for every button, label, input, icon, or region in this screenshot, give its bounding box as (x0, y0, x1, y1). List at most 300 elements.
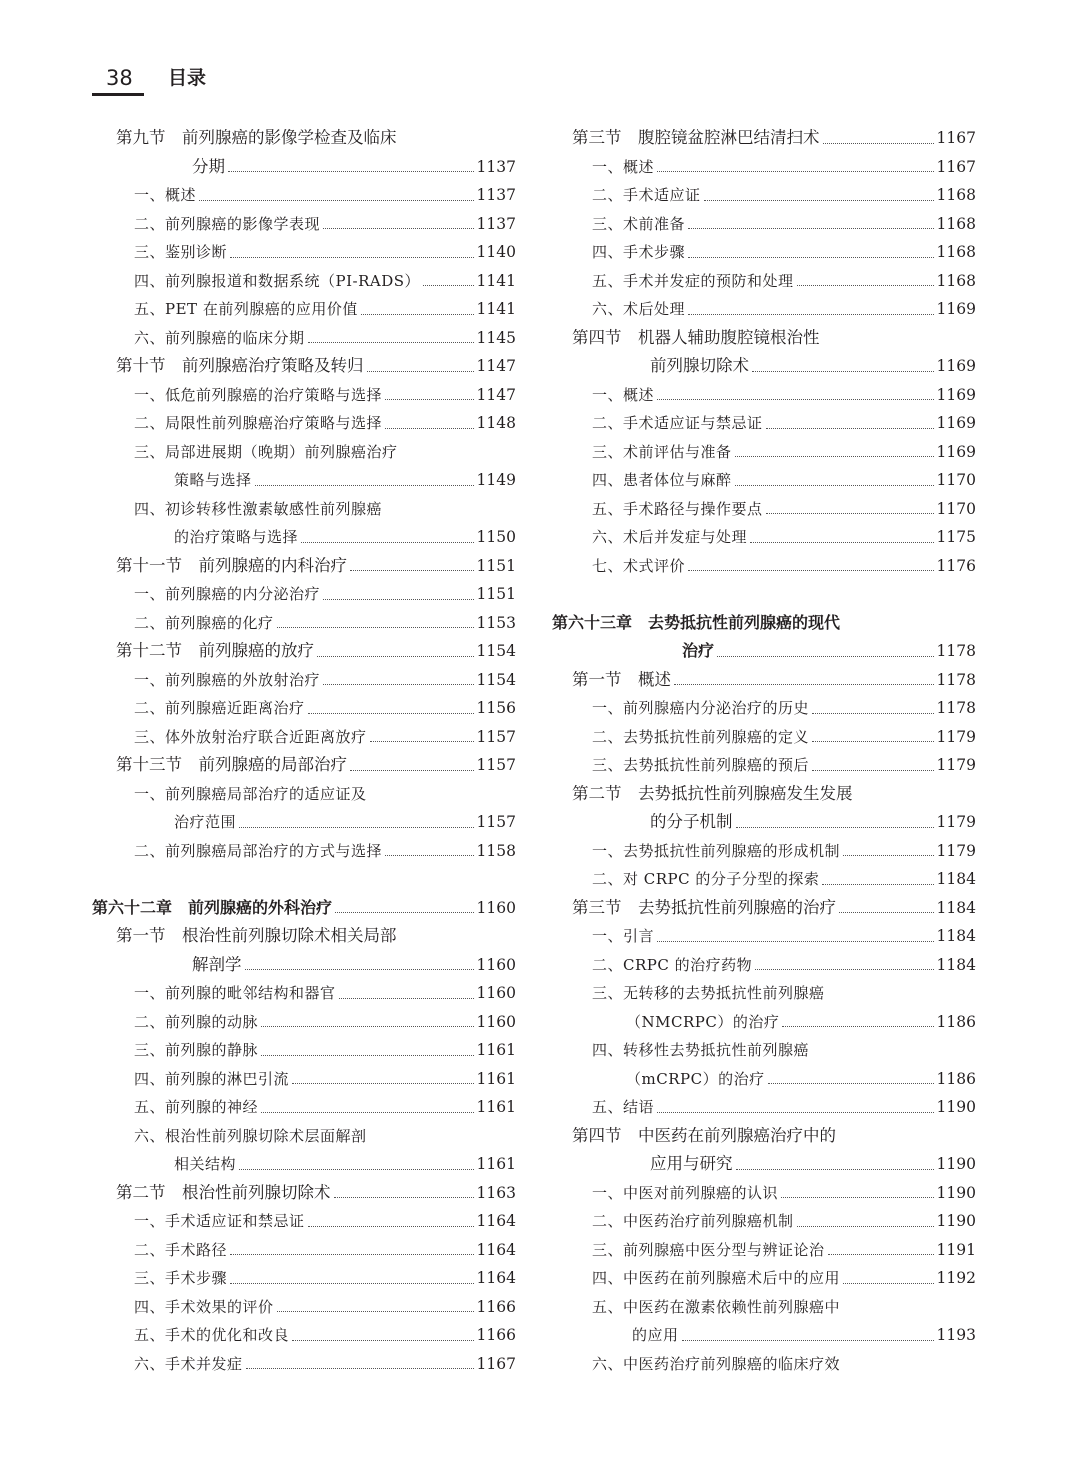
toc-entry-title: 二、中医药治疗前列腺癌机制 (592, 1212, 794, 1230)
toc-entry-title: 应用与研究 (650, 1154, 733, 1173)
toc-leader-dots (199, 200, 474, 201)
toc-item-row (92, 979, 516, 1008)
toc-entry-title: 第一节 根治性前列腺切除术相关局部 (116, 926, 397, 945)
toc-entry-title: 三、体外放射治疗联合近距离放疗 (134, 727, 367, 746)
toc-page-number: 1192 (936, 1269, 976, 1287)
toc-entry-title: 二、手术路径 (134, 1240, 228, 1259)
toc-item-row (552, 466, 976, 495)
toc-entry-title: 一、中医对前列腺癌的认识 (592, 1183, 779, 1202)
toc-page-number: 1190 (936, 1098, 976, 1116)
toc-entry-title: 一、前列腺癌的外放射治疗 (134, 670, 321, 689)
toc-item-row (92, 1207, 516, 1236)
toc-entry-title: 一、引言 (592, 927, 655, 945)
toc-leader-dots (657, 399, 934, 400)
toc-item-row (92, 1122, 516, 1151)
toc-page-number: 1141 (476, 300, 516, 318)
toc-entry-title: 一、去势抵抗性前列腺癌的形成机制 (592, 841, 841, 860)
toc-leader-dots (843, 1283, 934, 1284)
toc-entry-title: 第四节 机器人辅助腹腔镜根治性 (572, 327, 820, 347)
toc-entry-title: 二、局限性前列腺癌治疗策略与选择 (134, 414, 383, 432)
toc-item-row (552, 1293, 976, 1322)
toc-item-row (92, 723, 516, 752)
toc-chapter-row (92, 894, 516, 923)
toc-leader-dots (230, 257, 474, 258)
toc-page-number: 1140 (476, 243, 516, 261)
toc-entry-title: 二、去势抵抗性前列腺癌的定义 (592, 727, 810, 746)
toc-item-row (552, 1207, 976, 1236)
toc-leader-dots (261, 1055, 474, 1056)
toc-entry-title: 五、手术并发症的预防和处理 (592, 271, 794, 290)
toc-section-row (92, 1179, 516, 1208)
toc-leader-dots (230, 1283, 474, 1284)
toc-leader-dots (688, 257, 934, 258)
toc-item-row (552, 495, 976, 524)
toc-page-number: 1186 (936, 1012, 976, 1031)
toc-page-number: 1147 (476, 357, 516, 375)
toc-entry-title: 二、前列腺癌的影像学表现 (134, 214, 321, 233)
toc-entry-title: 第二节 去势抵抗性前列腺癌发生发展 (572, 783, 853, 803)
running-title: 目录 (168, 67, 207, 89)
toc-item-row (552, 210, 976, 239)
toc-page-number: 1160 (476, 1012, 516, 1031)
toc-right-column (552, 124, 976, 1378)
toc-leader-dots (812, 741, 934, 742)
toc-page-number: 1178 (936, 670, 976, 689)
toc-leader-dots (308, 342, 474, 343)
toc-item-row (552, 523, 976, 552)
toc-page-number: 1154 (476, 642, 516, 660)
toc-entry-title: （NMCRPC）的治疗 (626, 1012, 780, 1031)
chapter-spacer (552, 580, 976, 609)
toc-entry-title: （mCRPC）的治疗 (626, 1069, 765, 1088)
chapter-spacer (92, 865, 516, 894)
toc-item-row (552, 267, 976, 296)
toc-item-row (552, 1236, 976, 1265)
toc-leader-dots (766, 428, 934, 429)
toc-entry-title: 二、前列腺癌的化疗 (134, 613, 274, 632)
toc-entry-title: 第十一节 前列腺癌的内科治疗 (116, 555, 347, 575)
toc-entry-title: 二、前列腺的动脉 (134, 1012, 259, 1031)
toc-section-row (552, 780, 976, 809)
toc-entry-title: 三、手术步骤 (134, 1269, 228, 1287)
toc-page-number: 1178 (936, 699, 976, 717)
toc-item-row (552, 1065, 976, 1094)
toc-entry-title: 前列腺切除术 (650, 356, 749, 375)
toc-page-number: 1184 (936, 898, 976, 917)
toc-leader-dots (230, 1254, 474, 1255)
toc-entry-title: 第六十三章 去势抵抗性前列腺癌的现代 (552, 612, 841, 632)
toc-page-number: 1167 (476, 1354, 516, 1373)
toc-leader-dots (228, 171, 474, 172)
toc-leader-dots (682, 1340, 934, 1341)
toc-item-row (552, 922, 976, 951)
toc-page-number: 1137 (476, 214, 516, 233)
toc-page-number: 1168 (936, 214, 976, 233)
toc-page-number: 1153 (476, 613, 516, 632)
toc-entry-title: 一、前列腺癌局部治疗的适应证及 (134, 784, 367, 803)
toc-section-row (92, 922, 516, 951)
toc-entry-title: 一、前列腺癌内分泌治疗的历史 (592, 699, 810, 717)
toc-entry-title: 治疗范围 (174, 813, 237, 831)
toc-entry-title: 三、术前准备 (592, 214, 686, 233)
toc-item-row (92, 666, 516, 695)
toc-item-row (552, 951, 976, 980)
toc-leader-dots (688, 314, 934, 315)
toc-page-number: 1179 (936, 756, 976, 774)
toc-item-row (92, 267, 516, 296)
toc-leader-dots (385, 399, 474, 400)
toc-entry-title: 五、手术路径与操作要点 (592, 499, 763, 518)
toc-leader-dots (339, 998, 474, 999)
toc-entry-title: 七、术式评价 (592, 556, 686, 575)
toc-entry-title: 二、手术适应证与禁忌证 (592, 414, 763, 432)
toc-section-row (92, 751, 516, 780)
toc-leader-dots (797, 285, 934, 286)
toc-item-row (552, 1036, 976, 1065)
toc-entry-title: 五、前列腺的神经 (134, 1098, 259, 1116)
toc-section-row (552, 1150, 976, 1179)
toc-page-number: 1151 (476, 585, 516, 603)
toc-page-number: 1160 (476, 898, 516, 917)
toc-leader-dots (239, 827, 474, 828)
toc-page-number: 1169 (936, 442, 976, 461)
toc-page-number: 1160 (476, 955, 516, 974)
toc-leader-dots (323, 228, 474, 229)
toc-item-row (92, 837, 516, 866)
toc-entry-title: 三、鉴别诊断 (134, 243, 228, 261)
toc-entry-title: 五、结语 (592, 1098, 655, 1116)
toc-leader-dots (367, 371, 474, 372)
toc-page-number: 1161 (476, 1041, 516, 1059)
toc-entry-title: 二、前列腺癌局部治疗的方式与选择 (134, 841, 383, 860)
toc-entry-title: 第六十二章 前列腺癌的外科治疗 (92, 897, 333, 917)
toc-entry-title: 三、前列腺的静脉 (134, 1041, 259, 1059)
toc-leader-dots (292, 1083, 474, 1084)
toc-item-row (552, 1264, 976, 1293)
toc-item-row (552, 438, 976, 467)
toc-leader-dots (261, 1112, 474, 1113)
toc-leader-dots (782, 1026, 934, 1027)
toc-page-number: 1137 (476, 186, 516, 204)
toc-page-number: 1169 (936, 385, 976, 404)
toc-item-row (552, 751, 976, 780)
toc-leader-dots (657, 941, 934, 942)
toc-entry-title: 五、手术的优化和改良 (134, 1326, 290, 1344)
toc-item-row (92, 1036, 516, 1065)
toc-page-number: 1158 (476, 841, 516, 860)
toc-item-row (552, 1093, 976, 1122)
toc-leader-dots (301, 542, 474, 543)
toc-leader-dots (657, 171, 934, 172)
toc-leader-dots (350, 770, 474, 771)
toc-entry-title: 二、CRPC 的治疗药物 (592, 955, 753, 974)
toc-page-number: 1141 (476, 271, 516, 290)
toc-page-number: 1157 (476, 727, 516, 746)
toc-entry-title: 相关结构 (174, 1155, 237, 1173)
toc-page-number: 1176 (936, 556, 976, 575)
toc-page-number: 1190 (936, 1183, 976, 1202)
toc-item-row (92, 466, 516, 495)
toc-page-number: 1184 (936, 870, 976, 888)
toc-page-number: 1164 (476, 1212, 516, 1230)
toc-leader-dots (308, 1226, 474, 1227)
toc-left-column (92, 124, 516, 1378)
toc-leader-dots (828, 1254, 934, 1255)
toc-page-number: 1168 (936, 243, 976, 261)
toc-entry-title: 一、手术适应证和禁忌证 (134, 1212, 305, 1230)
toc-leader-dots (245, 969, 474, 970)
toc-leader-dots (292, 1340, 474, 1341)
toc-entry-title: 的应用 (632, 1326, 679, 1344)
toc-leader-dots (323, 684, 474, 685)
toc-page-number: 1166 (476, 1297, 516, 1316)
toc-chapter-row (552, 609, 976, 638)
toc-entry-title: 第一节 概述 (572, 669, 671, 689)
toc-page-number: 1164 (476, 1240, 516, 1259)
toc-page-number: 1191 (936, 1240, 976, 1259)
toc-entry-title: 三、局部进展期（晚期）前列腺癌治疗 (134, 442, 398, 461)
toc-entry-title: 第二节 根治性前列腺切除术 (116, 1182, 331, 1202)
toc-entry-title: 第四节 中医药在前列腺癌治疗中的 (572, 1125, 836, 1145)
toc-page-number: 1147 (476, 385, 516, 404)
toc-leader-dots (688, 228, 934, 229)
toc-entry-title: 一、低危前列腺癌的治疗策略与选择 (134, 385, 383, 404)
toc-page-number: 1169 (936, 300, 976, 318)
toc-page-number: 1184 (936, 927, 976, 945)
toc-section-row (92, 352, 516, 381)
toc-item-row (552, 238, 976, 267)
toc-item-row (92, 523, 516, 552)
toc-item-row (552, 1321, 976, 1350)
toc-leader-dots (657, 1112, 934, 1113)
toc-entry-title: 三、术前评估与准备 (592, 442, 732, 461)
toc-item-row (92, 1065, 516, 1094)
toc-page-number: 1184 (936, 955, 976, 974)
toc-leader-dots (261, 1026, 474, 1027)
toc-page-number: 1175 (936, 528, 976, 546)
toc-item-row (92, 1093, 516, 1122)
toc-leader-dots (822, 884, 934, 885)
toc-entry-title: 解剖学 (192, 954, 242, 974)
toc-page-number: 1178 (936, 642, 976, 660)
toc-item-row (92, 1008, 516, 1037)
toc-entry-title: 六、术后处理 (592, 300, 686, 318)
page-number: 38 (106, 66, 133, 90)
toc-entry-title: 一、前列腺的毗邻结构和器官 (134, 984, 336, 1002)
toc-entry-title: 一、概述 (592, 157, 655, 176)
toc-leader-dots (839, 912, 934, 913)
toc-item-row (552, 723, 976, 752)
toc-leader-dots (797, 1226, 934, 1227)
toc-item-row (552, 1008, 976, 1037)
toc-page-number: 1169 (936, 357, 976, 375)
toc-leader-dots (736, 1169, 934, 1170)
toc-item-row (92, 1264, 516, 1293)
toc-page-number: 1157 (476, 813, 516, 831)
toc-page-number: 1186 (936, 1069, 976, 1088)
toc-page-number: 1149 (476, 471, 516, 489)
toc-page-number: 1168 (936, 186, 976, 204)
toc-item-row (92, 1293, 516, 1322)
toc-entry-title: 六、根治性前列腺切除术层面解剖 (134, 1126, 367, 1145)
toc-leader-dots (385, 428, 474, 429)
toc-page-number: 1151 (476, 556, 516, 575)
toc-leader-dots (323, 599, 474, 600)
toc-leader-dots (308, 713, 474, 714)
toc-entry-title: 五、中医药在激素依赖性前列腺癌中 (592, 1297, 841, 1316)
toc-page-number: 1179 (936, 813, 976, 831)
toc-entry-title: 二、对 CRPC 的分子分型的探索 (592, 870, 820, 888)
toc-leader-dots (277, 627, 474, 628)
toc-chapter-row (552, 637, 976, 666)
toc-item-row (92, 1150, 516, 1179)
toc-section-row (552, 808, 976, 837)
toc-section-row (92, 552, 516, 581)
toc-entry-title: 六、手术并发症 (134, 1354, 243, 1373)
toc-entry-title: 六、术后并发症与处理 (592, 528, 748, 546)
toc-entry-title: 五、PET 在前列腺癌的应用价值 (134, 300, 358, 318)
toc-section-row (92, 637, 516, 666)
toc-item-row (92, 381, 516, 410)
toc-leader-dots (350, 570, 474, 571)
toc-item-row (92, 808, 516, 837)
toc-section-row (92, 124, 516, 153)
toc-item-row (92, 1321, 516, 1350)
toc-leader-dots (735, 485, 934, 486)
toc-section-row (552, 124, 976, 153)
toc-page-number: 1163 (476, 1183, 516, 1202)
toc-item-row (552, 409, 976, 438)
toc-leader-dots (688, 570, 934, 571)
toc-section-row (552, 324, 976, 353)
toc-page-number: 1148 (476, 414, 516, 432)
toc-item-row (552, 381, 976, 410)
toc-entry-title: 四、前列腺报道和数据系统（PI-RADS） (134, 271, 421, 290)
toc-page-number: 1160 (476, 984, 516, 1002)
toc-page-number: 1167 (936, 157, 976, 176)
toc-page-number: 1166 (476, 1326, 516, 1344)
toc-entry-title: 六、中医药治疗前列腺癌的临床疗效 (592, 1354, 841, 1373)
toc-section-row (552, 352, 976, 381)
toc-item-row (92, 1350, 516, 1379)
toc-item-row (92, 238, 516, 267)
page-header (92, 62, 592, 102)
toc-item-row (552, 1179, 976, 1208)
toc-entry-title: 三、前列腺癌中医分型与辨证论治 (592, 1240, 825, 1259)
toc-leader-dots (752, 371, 934, 372)
toc-item-row (92, 324, 516, 353)
toc-page-number: 1179 (936, 841, 976, 860)
toc-page-number: 1157 (476, 756, 516, 774)
toc-leader-dots (768, 1083, 934, 1084)
toc-item-row (92, 694, 516, 723)
toc-page-number: 1154 (476, 670, 516, 689)
toc-page-number: 1168 (936, 271, 976, 290)
toc-leader-dots (755, 969, 934, 970)
toc-item-row (92, 409, 516, 438)
toc-entry-title: 的治疗策略与选择 (174, 528, 299, 546)
toc-entry-title: 四、前列腺的淋巴引流 (134, 1069, 290, 1088)
toc-entry-title: 四、手术效果的评价 (134, 1297, 274, 1316)
toc-item-row (552, 552, 976, 581)
toc-page-number: 1170 (936, 499, 976, 518)
toc-item-row (552, 865, 976, 894)
toc-entry-title: 四、中医药在前列腺癌术后中的应用 (592, 1269, 841, 1287)
toc-leader-dots (704, 200, 934, 201)
toc-leader-dots (246, 1368, 474, 1369)
toc-entry-title: 第九节 前列腺癌的影像学检查及临床 (116, 128, 397, 147)
toc-entry-title: 一、概述 (592, 385, 655, 404)
toc-leader-dots (674, 684, 934, 685)
toc-leader-dots (823, 143, 934, 144)
toc-item-row (92, 609, 516, 638)
toc-leader-dots (735, 456, 934, 457)
toc-entry-title: 的分子机制 (650, 812, 733, 831)
toc-leader-dots (766, 513, 934, 514)
toc-entry-title: 三、去势抵抗性前列腺癌的预后 (592, 756, 810, 774)
toc-page-number: 1190 (936, 1155, 976, 1173)
toc-leader-dots (370, 741, 474, 742)
toc-leader-dots (750, 542, 934, 543)
toc-leader-dots (736, 827, 934, 828)
page-number-underline (92, 93, 144, 96)
toc-page-number: 1193 (936, 1326, 976, 1344)
toc-page-number: 1161 (476, 1155, 516, 1173)
toc-item-row (552, 153, 976, 182)
toc-entry-title: 策略与选择 (174, 471, 252, 489)
toc-leader-dots (335, 912, 474, 913)
toc-page-number: 1170 (936, 471, 976, 489)
toc-item-row (92, 181, 516, 210)
toc-entry-title: 第三节 去势抵抗性前列腺癌的治疗 (572, 897, 836, 917)
toc-page-number: 1164 (476, 1269, 516, 1287)
toc-entry-title: 六、前列腺癌的临床分期 (134, 328, 305, 347)
toc-leader-dots (843, 855, 934, 856)
toc-item-row (552, 694, 976, 723)
toc-entry-title: 二、前列腺癌近距离治疗 (134, 699, 305, 717)
toc-section-row (552, 1122, 976, 1151)
toc-item-row (552, 1350, 976, 1379)
toc-leader-dots (423, 285, 474, 286)
toc-page-number: 1169 (936, 414, 976, 432)
toc-page-number: 1161 (476, 1069, 516, 1088)
toc-page-number: 1167 (936, 129, 976, 147)
toc-section-row (92, 153, 516, 182)
toc-entry-title: 第十三节 前列腺癌的局部治疗 (116, 755, 347, 774)
toc-entry-title: 第三节 腹腔镜盆腔淋巴结清扫术 (572, 128, 820, 147)
toc-entry-title: 四、转移性去势抵抗性前列腺癌 (592, 1041, 810, 1059)
toc-leader-dots (385, 855, 474, 856)
toc-item-row (552, 295, 976, 324)
toc-leader-dots (361, 314, 474, 315)
toc-section-row (552, 894, 976, 923)
toc-entry-title: 分期 (192, 156, 225, 176)
toc-item-row (92, 210, 516, 239)
toc-page-number: 1190 (936, 1212, 976, 1230)
toc-page-number: 1156 (476, 699, 516, 717)
toc-entry-title: 四、初诊转移性激素敏感性前列腺癌 (134, 499, 383, 518)
toc-entry-title: 二、手术适应证 (592, 186, 701, 204)
toc-item-row (552, 837, 976, 866)
toc-page-number: 1161 (476, 1098, 516, 1116)
toc-leader-dots (812, 770, 934, 771)
toc-item-row (92, 438, 516, 467)
toc-leader-dots (781, 1197, 934, 1198)
toc-entry-title: 治疗 (682, 641, 715, 660)
toc-section-row (552, 666, 976, 695)
toc-leader-dots (239, 1169, 474, 1170)
toc-leader-dots (317, 656, 474, 657)
